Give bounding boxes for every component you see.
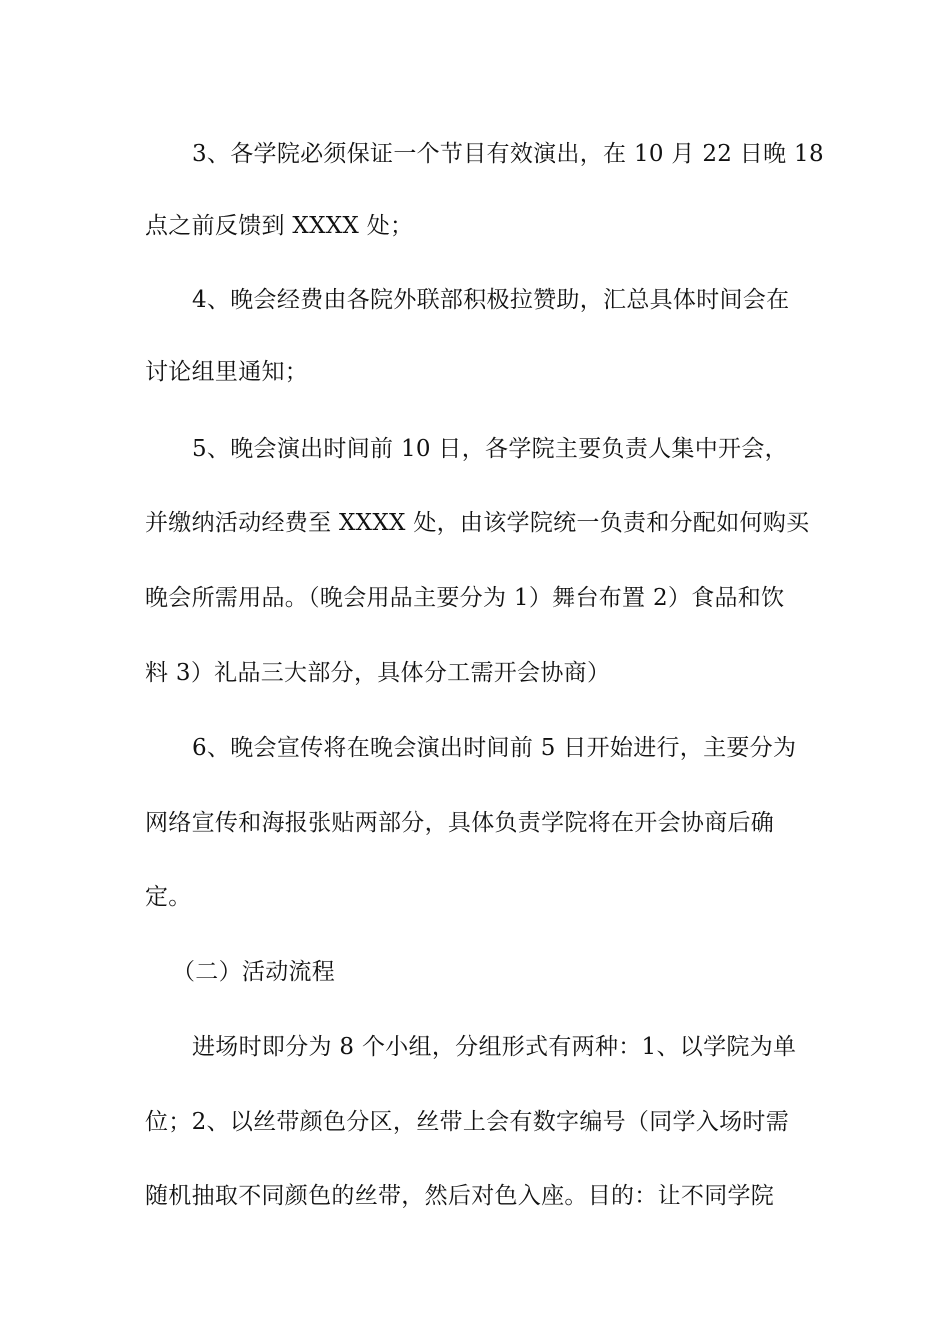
section-heading: （二）活动流程 [172,959,336,985]
paragraph-line: 定。 [145,884,192,910]
paragraph-line: 并缴纳活动经费至 XXXX 处，由该学院统一负责和分配如何购买 [145,510,810,536]
paragraph-line: 晚会所需用品。（晚会用品主要分为 1）舞台布置 2）食品和饮 [145,585,785,611]
paragraph-line: 料 3）礼品三大部分，具体分工需开会协商） [145,660,611,686]
paragraph-line: 进场时即分为 8 个小组，分组形式有两种：1、以学院为单 [192,1034,797,1060]
paragraph-line: 讨论组里通知； [145,359,309,385]
paragraph-line: 3、各学院必须保证一个节目有效演出，在 10 月 22 日晚 18 [192,141,824,167]
paragraph-line: 网络宣传和海报张贴两部分，具体负责学院将在开会协商后确 [145,810,775,836]
paragraph-line: 点之前反馈到 XXXX 处； [145,213,414,239]
paragraph-line: 4、晚会经费由各院外联部积极拉赞助，汇总具体时间会在 [192,287,790,313]
paragraph-line: 6、晚会宣传将在晚会演出时间前 5 日开始进行，主要分为 [192,735,797,761]
paragraph-line: 5、晚会演出时间前 10 日，各学院主要负责人集中开会， [192,436,788,462]
paragraph-line: 位；2、以丝带颜色分区，丝带上会有数字编号（同学入场时需 [145,1109,790,1135]
paragraph-line: 随机抽取不同颜色的丝带，然后对色入座。目的：让不同学院 [145,1183,775,1209]
